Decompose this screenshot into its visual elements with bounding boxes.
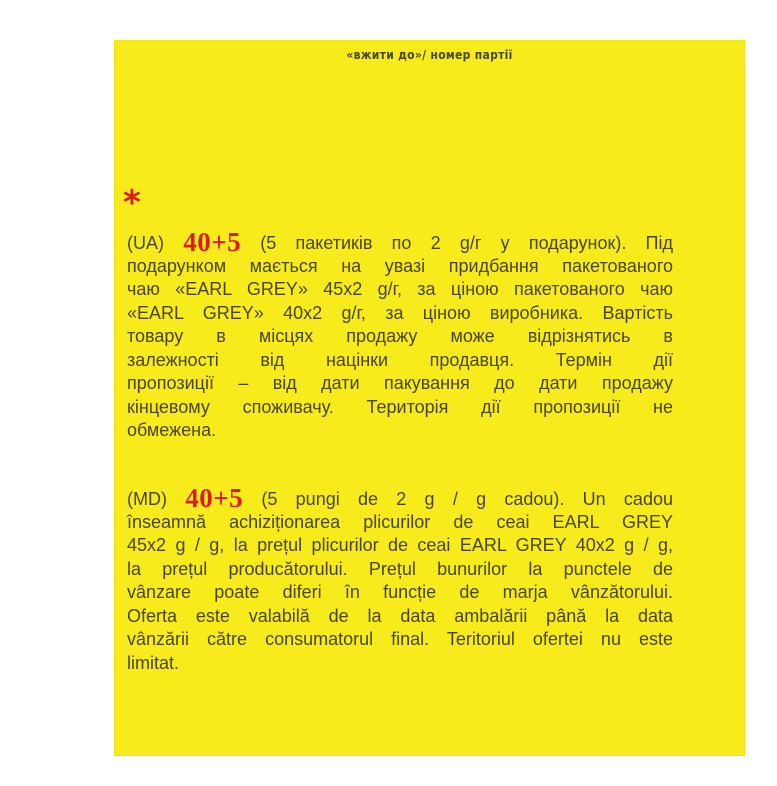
md-line: înseamnă achiziționarea plicurilor de ceai EARL GREY	[127, 511, 673, 532]
md-line: la prețul producătorului. Prețul bunurilor la punctele de	[127, 558, 673, 579]
best-before-batch-label: «вжити до»/ номер партії	[346, 48, 513, 62]
ua-promo-text	[127, 227, 673, 443]
md-line: 45x2 g / g, la prețul plicurilor de ceai EARL GREY 40x2 g / g,	[127, 535, 673, 555]
ua-line-first	[127, 227, 673, 257]
md-line: Oferta este valabilă de la data ambalării până la data	[127, 605, 673, 626]
md-line: limitat.	[127, 652, 180, 673]
md-line: vânzării către consumatorul final. Teritoriul ofertei nu este	[127, 629, 673, 649]
asterisk-mark: *	[123, 183, 141, 223]
ua-line: «EARL GREY» 40x2 g/г, за ціною виробника. Вартість	[127, 302, 673, 323]
ua-first-rest: (5 пакетиків по 2 g/г у подарунок). Під	[260, 233, 673, 253]
ua-promo-highlight: 40+5	[183, 227, 242, 257]
ua-line: чаю «EARL GREY» 45x2 g/г, за ціною пакетованого чаю	[127, 279, 673, 299]
ua-line: залежності від націнки продавця. Термін дії	[127, 349, 673, 370]
md-promo-highlight: 40+5	[185, 483, 244, 513]
ua-line: товару в місцях продажу може відрізнятись в	[127, 326, 673, 346]
md-prefix: (MD)	[127, 489, 167, 509]
md-line-first	[127, 483, 673, 513]
ua-line: обмежена.	[127, 420, 217, 440]
package-panel	[114, 40, 745, 756]
ua-line: кінцевому споживачу. Територія дії пропозиції не	[127, 396, 673, 417]
ua-prefix: (UA)	[127, 233, 164, 253]
md-promo-text	[127, 483, 673, 675]
md-first-rest: (5 pungi de 2 g / g cadou). Un cadou	[261, 489, 673, 509]
ua-line: подарунком мається на увазі придбання пакетованого	[127, 255, 673, 276]
md-line: vânzare poate diferi în funcție de marja vânzătorului.	[127, 582, 673, 602]
ua-line: пропозиції – від дати пакування до дати продажу	[127, 373, 673, 393]
